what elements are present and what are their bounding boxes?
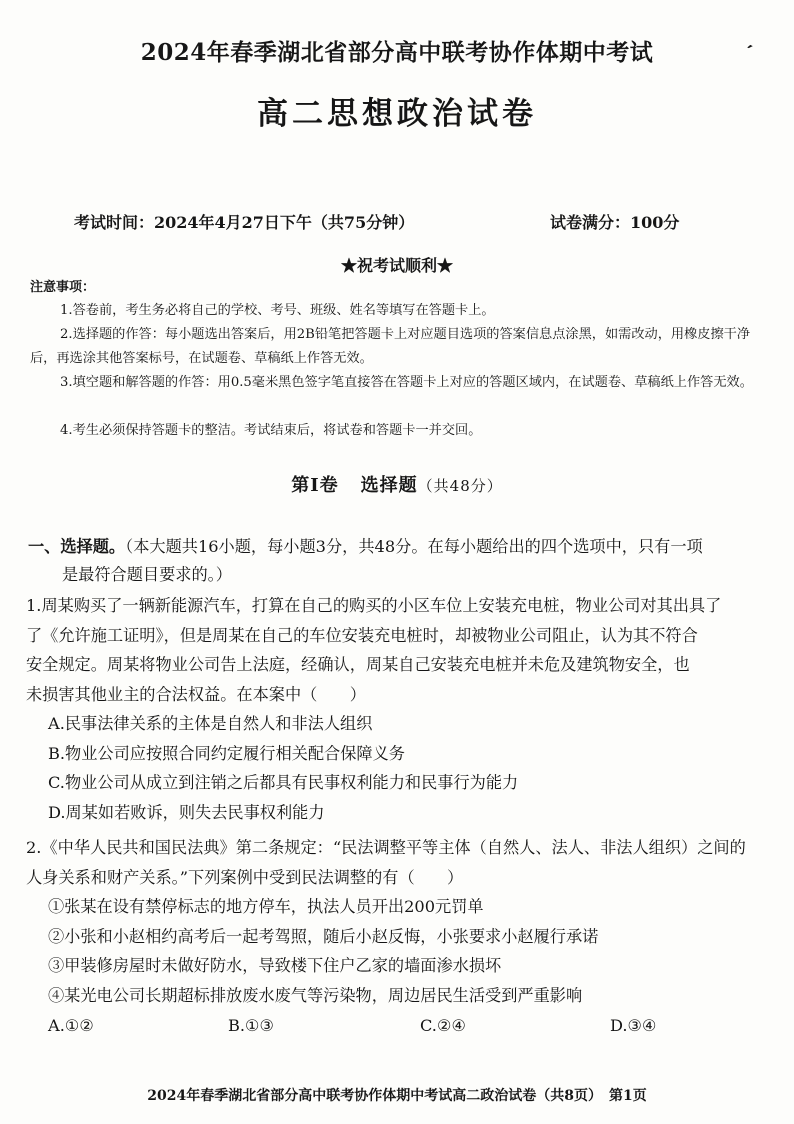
option-b: B.①③ [228, 1016, 275, 1035]
option-c: C.物业公司从成立到注销之后都具有民事权利能力和民事行为能力 [48, 773, 519, 792]
option-a: A.①② [48, 1016, 94, 1035]
notes-heading: 注意事项： [30, 280, 96, 295]
part-title [0, 471, 794, 497]
question-stem-line: 人身关系和财产关系。”下列案例中受到民法调整的有（ ） [26, 867, 464, 887]
question-1 [26, 591, 758, 827]
subject-title: 高二思想政治试卷 [257, 96, 537, 132]
case-item-4: ④某光电公司长期超标排放废水废气等污染物，周边居民生活受到严重影响 [48, 985, 583, 1005]
good-luck-banner: ★祝考试顺利★ [340, 256, 453, 275]
part-name: 选择题 [360, 475, 418, 496]
case-item-1: ①张某在设有禁停标志的地方停车，执法人员开出200元罚单 [48, 897, 484, 916]
note-item: 2.选择题的作答：每小题选出答案后，用2B铅笔把答题卡上对应题目选项的答案信息点涂黑，如需改动，用橡皮擦干净后，再选涂其他答案标号，在试题卷、草稿纸上作答无效。 [30, 327, 751, 366]
note-item: 3.填空题和解答题的作答：用0.5毫米黑色签字笔直接答在答题卡上对应的答题区域内，在试题卷、草稿纸上作答无效。 [60, 375, 753, 390]
full-score: 试卷满分：100分 [550, 213, 680, 232]
option-b: B.物业公司应按照合同约定履行相关配合保障义务 [48, 743, 405, 763]
exam-time: 考试时间：2024年4月27日下午（共75分钟） [74, 213, 415, 232]
section-label: 一、选择题。 [28, 537, 126, 556]
corner-mark: ′ [740, 40, 756, 64]
option-d: D.周某如若败诉，则失去民事权利能力 [48, 802, 325, 822]
option-c: C.②④ [420, 1016, 466, 1035]
option-d: D.③④ [610, 1016, 657, 1035]
note-item: 1.答卷前，考生务必将自己的学校、考号、班级、姓名等填写在答题卡上。 [60, 303, 495, 318]
option-a: A.民事法律关系的主体是自然人和非法人组织 [48, 714, 373, 733]
note-item: 4.考生必须保持答题卡的整洁。考试结束后，将试卷和答题卡一并交回。 [60, 423, 482, 438]
part-score: （共48分） [417, 477, 503, 495]
question-stem-line: 未损害其他业主的合法权益。在本案中（ ） [26, 684, 366, 704]
part-number: 第Ⅰ卷 [291, 475, 339, 496]
section-desc-cont: 是最符合题目要求的。） [62, 565, 232, 584]
section-desc: （本大题共16小题，每小题3分，共48分。在每小题给出的四个选项中，只有一项 [125, 537, 703, 556]
question-2 [26, 833, 758, 1010]
case-item-2: ②小张和小赵相约高考后一起考驾照，随后小赵反悔，小张要求小赵履行承诺 [48, 926, 599, 946]
question-stem-line: 1.周某购买了一辆新能源汽车，打算在自己的购买的小区车位上安装充电桩，物业公司对其出具了 [26, 596, 722, 615]
question-stem-line: 安全规定。周某将物业公司告上法庭，经确认，周某自己安装充电桩并未危及建筑物安全，也 [26, 655, 690, 674]
question-stem-line: 了《允许施工证明》，但是周某在自己的车位安装充电桩时，却被物业公司阻止，认为其不符合 [26, 625, 698, 645]
section-instructions [28, 533, 758, 589]
case-item-3: ③甲装修房屋时未做好防水，导致楼下住户乙家的墙面渗水损坏 [48, 956, 502, 975]
exam-title: 2024年春季湖北省部分高中联考协作体期中考试 [140, 39, 654, 66]
question-stem-line: 2.《中华人民共和国民法典》第二条规定：“民法调整平等主体（自然人、法人、非法人组织）之间的 [26, 838, 746, 857]
page-footer: 2024年春季湖北省部分高中联考协作体期中考试高二政治试卷（共8页） 第1页 [147, 1088, 647, 1104]
